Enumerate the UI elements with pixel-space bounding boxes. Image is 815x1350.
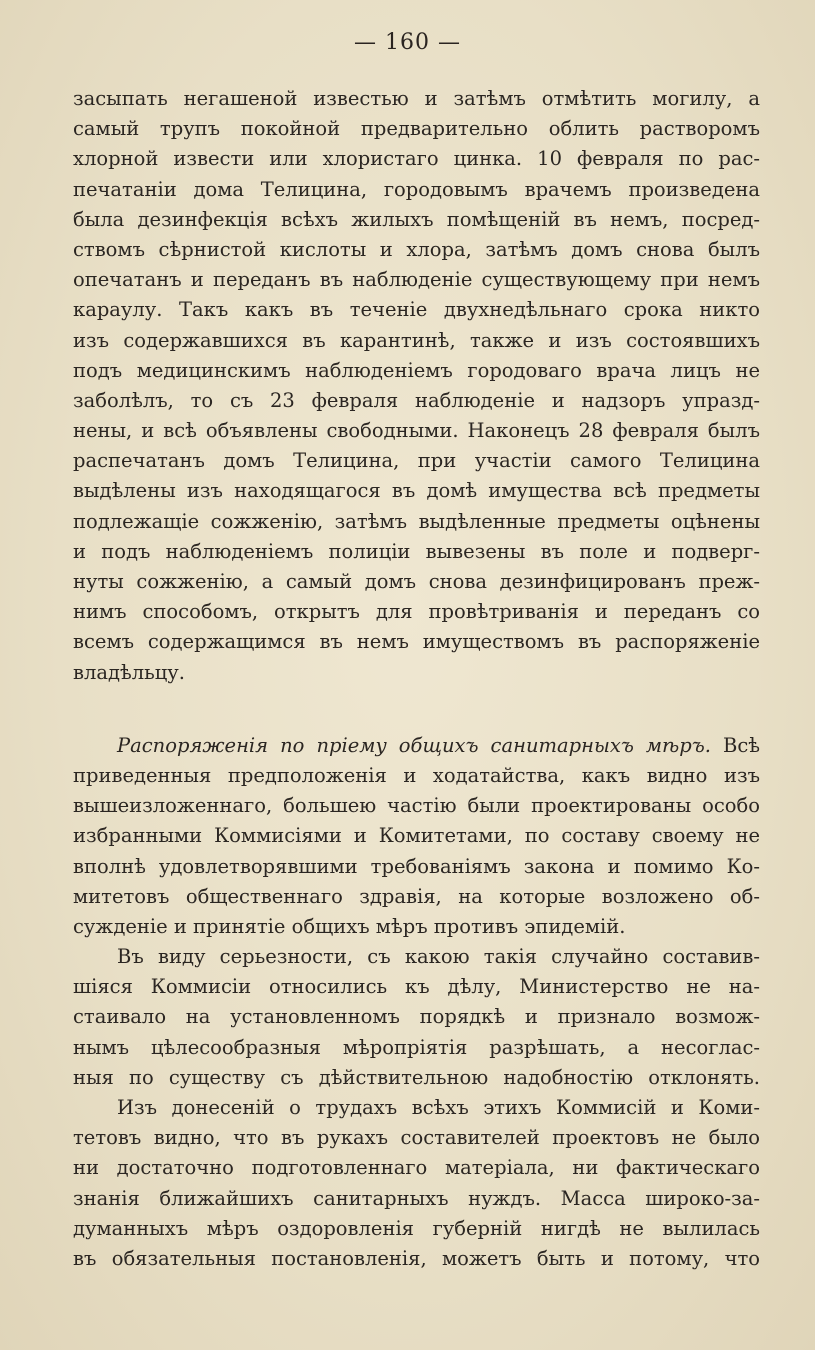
text-line: засыпать негашеной известью и затѣмъ отмѣтить могилу, а [73,87,760,110]
text-line: и подъ наблюденіемъ полиціи вывезены въ поле и подверг- [73,539,760,563]
text-line: нымъ цѣлесообразныя мѣропріятія разрѣшать, а несоглас- [73,1035,760,1059]
paragraph-3 [73,942,760,1093]
text-line: нуты сожженію, а самый домъ снова дезинфицированъ преж- [73,570,760,593]
text-line: распечатанъ домъ Телицина, при участіи самого Телицина [73,449,760,473]
text-line: опечатанъ и переданъ въ наблюденіе существующему при немъ [73,268,760,292]
text-line: думанныхъ мѣръ оздоровленія губерній нигдѣ не вылилась [73,1216,760,1240]
text-line: шіяся Коммисіи относились къ дѣлу, Министерство не на- [73,975,760,999]
paragraph-gap [73,688,760,731]
text-line: приведенныя предположенія и ходатайства, какъ видно изъ [73,763,760,787]
page-number: — 160 — [354,30,461,55]
text-line: сужденіе и принятіе общихъ мѣръ противъ эпидемій. [73,914,626,938]
text-line: подъ медицинскимъ наблюденіемъ городоваго врача лицъ не [73,358,760,382]
text-line: была дезинфекція всѣхъ жилыхъ помѣщеній въ немъ, посред- [73,207,760,231]
text-line: владѣльцу. [73,660,185,684]
text-line: тетовъ видно, что въ рукахъ составителей проектовъ не было [73,1126,760,1150]
text-line: изъ содержавшихся въ карантинѣ, также и изъ состоявшихъ [73,328,760,352]
paragraph-2 [73,731,760,942]
section-heading: Распоряженія по пріему общихъ санитарныхъ мѣръ. [117,733,711,757]
text-line: караулу. Такъ какъ въ теченіе двухнедѣльнаго срока никто [73,298,760,322]
text-line: митетовъ общественнаго здравія, на которые возложено об- [73,884,760,908]
text-line: стаивало на установленномъ порядкѣ и признало возмож- [73,1005,760,1029]
text-line: хлорной извести или хлористаго цинка. 10 февраля по рас- [73,147,760,171]
text-line: вполнѣ удовлетворявшими требованіямъ закона и помимо Ко- [73,854,760,878]
text-line: нимъ способомъ, открытъ для провѣтриванія и переданъ со [73,600,760,624]
text-line: въ обязательныя постановленія, можетъ быть и потому, что [73,1246,760,1270]
text-line: заболѣлъ, то съ 23 февраля наблюденіе и надзоръ упразд- [73,388,760,412]
text-line: Изъ донесеній о трудахъ всѣхъ этихъ Коммисій и Коми- [117,1096,760,1119]
text-line: избранными Коммисіями и Комитетами, по составу своему не [73,824,760,848]
text-line: вышеизложеннаго, большею частію были проектированы особо [73,794,760,818]
text-line: ни достаточно подготовленнаго матеріала, ни фактическаго [73,1156,760,1180]
text-line: печатаніи дома Телицина, городовымъ врачемъ произведена [73,177,760,201]
text-line: знанія ближайшихъ санитарныхъ нуждъ. Масса широко-за- [73,1186,760,1210]
body-text [73,84,760,1274]
text-line: подлежащіе сожженію, затѣмъ выдѣленные предметы оцѣнены [73,509,760,533]
text-line: нены, и всѣ объявлены свободными. Наконецъ 28 февраля былъ [73,419,760,443]
paragraph-4 [73,1093,760,1274]
text-line: ныя по существу съ дѣйствительною надобностію отклонять. [73,1065,760,1089]
text-line: всемъ содержащимся въ немъ имуществомъ въ распоряженіе [73,630,760,654]
text-line: Въ виду серьезности, съ какою такія случайно составив- [117,945,760,969]
text-line [73,731,760,761]
text-fragment: Всѣ [710,733,760,757]
text-line: ствомъ сѣрнистой кислоты и хлора, затѣмъ домъ снова былъ [73,237,760,261]
text-line: выдѣлены изъ находящагося въ домѣ имущества всѣ предметы [73,479,760,503]
text-line: самый трупъ покойной предварительно облить растворомъ [73,117,760,141]
paragraph-1 [73,84,760,688]
